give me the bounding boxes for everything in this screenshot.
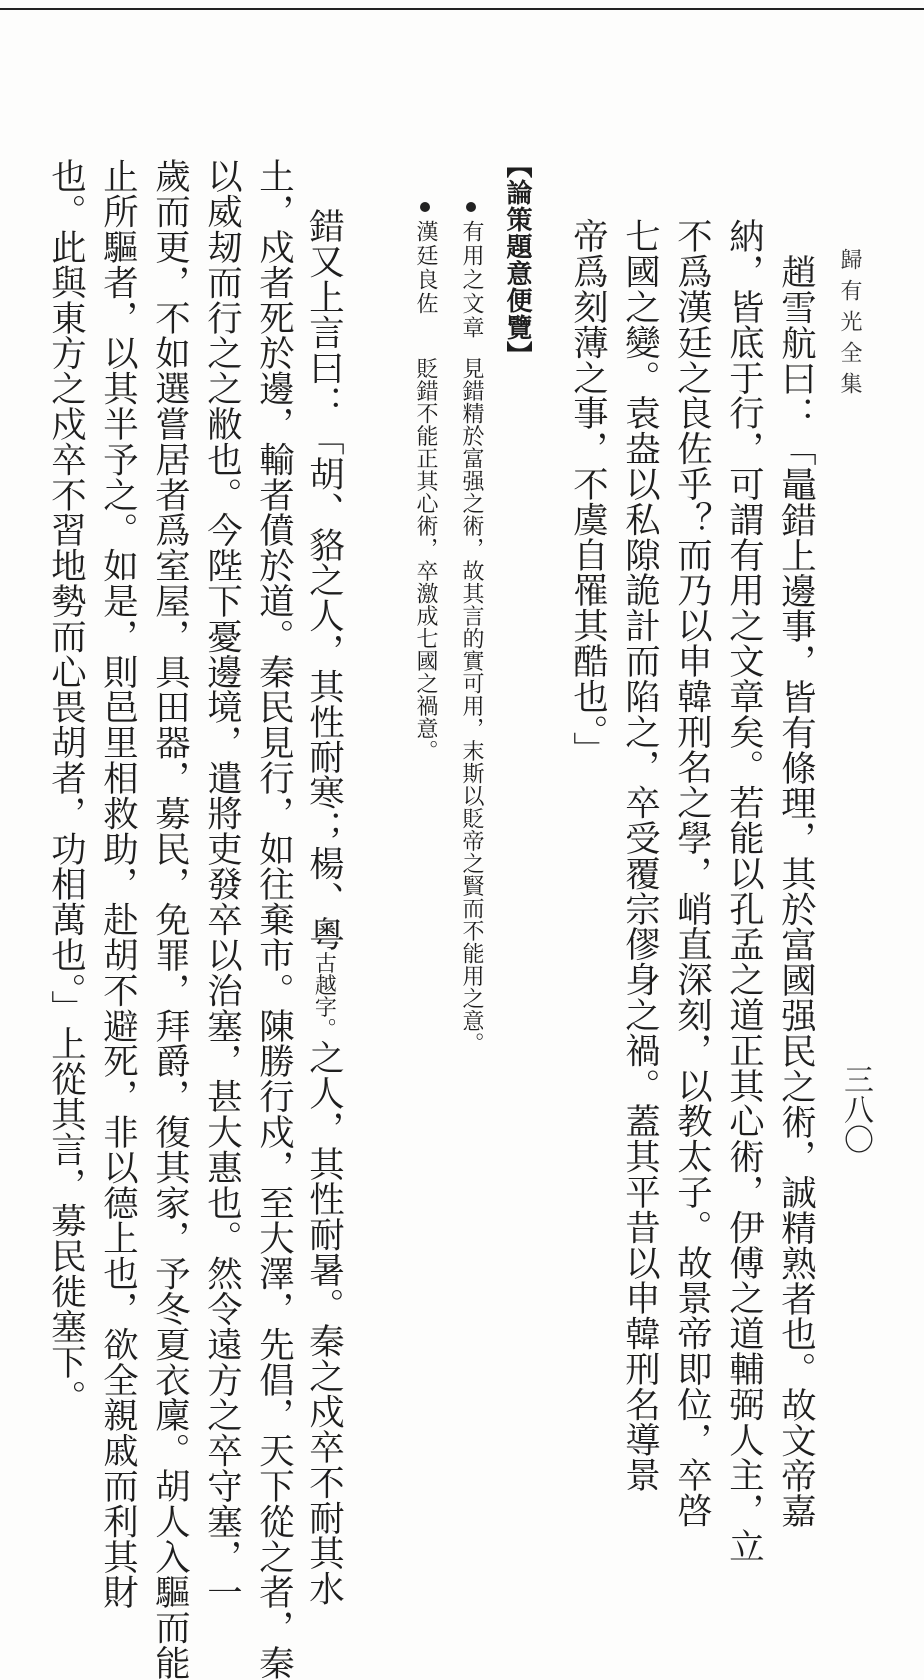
main-text-line-5: 止所驅者，以其半予之。如是，則邑里相救助，赴胡不避死，非以德上也，欲全親戚而利其財 xyxy=(97,158,139,1610)
commentary-line-2: 納，皆底于行，可謂有用之文章矣。若能以孔孟之道正其心術，伊傅之道輔弼人主，立 xyxy=(723,218,765,1564)
summary-heading: 【論策題意便覽】 xyxy=(502,152,532,368)
summary-term: 漢廷良佐 xyxy=(413,220,438,316)
main-text-line-4: 歲而更，不如選嘗居者爲室屋，具田器，募民，免罪，拜爵，復其家，予冬夏衣廩。胡人入驅而能 xyxy=(149,158,191,1680)
main-text-line-1: 錯又上言曰：「胡、貉之人，其性耐寒；楊、粵古越字。之人，其性耐暑。秦之戍卒不耐其水 xyxy=(303,208,345,1606)
bullet-icon xyxy=(466,202,476,212)
main-text-line-6: 也。此與東方之戍卒不習地勢而心畏胡者，功相萬也。」上從其言，募民徙塞下。 xyxy=(45,158,87,1415)
bullet-icon xyxy=(420,202,430,212)
commentary-line-1: 趙雪航曰：「鼂錯上邊事，皆有條理，其於富國强民之術，誠精熟者也。故文帝嘉 xyxy=(775,254,817,1529)
summary-desc: 見錯精於富强之術，故其言的實可用，末斯以貶帝之賢而不能用之意。 xyxy=(459,357,484,1055)
commentary-line-4: 七國之變。袁盎以私隙詭計而陷之，卒受覆宗僇身之禍。蓋其平昔以申韓刑名導景 xyxy=(619,218,661,1493)
summary-item xyxy=(460,202,482,1055)
inline-note: 古越字。 xyxy=(311,951,337,1040)
top-rule xyxy=(0,8,924,10)
book-title: 歸有光全集 xyxy=(837,248,862,403)
commentary-line-5: 帝爲刻薄之事，不虞自罹其酷也。」 xyxy=(567,218,609,767)
page-number: 三八〇 xyxy=(838,1064,873,1154)
summary-item xyxy=(414,202,436,762)
summary-term: 有用之文章 xyxy=(459,220,484,340)
main-text-line-2: 土，戍者死於邊，輸者僨於道。秦民見行，如往棄市。陳勝行戍，至大澤，先倡，天下從之者，秦 xyxy=(253,158,295,1680)
summary-desc: 貶錯不能正其心術，卒激成七國之禍意。 xyxy=(413,357,438,762)
commentary-line-3: 不爲漢廷之良佐乎？而乃以申韓刑名之學，峭直深刻，以教太子。故景帝即位，卒啓 xyxy=(671,218,713,1528)
main-text-line-3: 以威刼而行之之敝也。今陛下憂邊境，遣將吏發卒以治塞，甚大惠也。然令遠方之卒守塞，一 xyxy=(201,158,243,1610)
